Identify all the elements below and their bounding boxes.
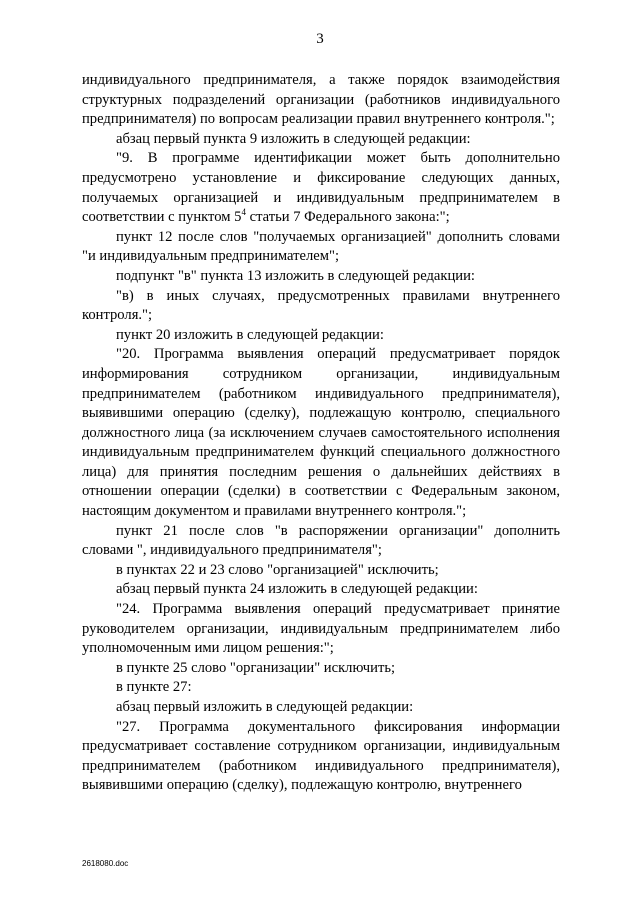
- page-number: 3: [316, 31, 324, 47]
- paragraph: индивидуального предпринимателя, а также порядок взаимодействия структурных подразделений организации (работников индивидуального предпринимателя) по вопросам реализации правил внутреннего контроля.";: [82, 72, 560, 128]
- paragraph: "20. Программа выявления операций предусматривает порядок информирования сотрудником организации, индивидуальным предпринимателем (работником индивидуального предпринимателя), выявившими операцию (сделку), подлежащую контролю, специального должностного лица (за исключением случаев самостоятельного исполнения индивидуальным предпринимателем функций специального должностного лица) для принятия последним решения о дальнейших действиях в отношении операции (сделки) в соответствии с Федеральным законом, настоящим документом и правилами внутреннего контроля.";: [82, 346, 560, 520]
- document-body: [82, 71, 560, 796]
- paragraph: "24. Программа выявления операций предусматривает принятие руководителем организации, индивидуальным предпринимателем либо уполномоченным ими лицом решения:";: [82, 601, 560, 657]
- paragraph: абзац первый пункта 24 изложить в следующей редакции:: [116, 581, 478, 598]
- paragraph: подпункт "в" пункта 13 изложить в следующей редакции:: [116, 267, 475, 284]
- paragraph: абзац первый изложить в следующей редакции:: [116, 699, 414, 715]
- superscript: 4: [241, 207, 246, 218]
- paragraph-text: статьи 7 Федерального закона:";: [245, 209, 450, 226]
- paragraph: в пункте 25 слово "организации" исключить;: [116, 659, 396, 676]
- paragraph: абзац первый пункта 9 изложить в следующей редакции:: [116, 130, 471, 147]
- paragraph: [82, 149, 560, 227]
- paragraph: пункт 20 изложить в следующей редакции:: [116, 326, 384, 343]
- footer-filename: 2618080.doc: [82, 859, 129, 868]
- paragraph: "в) в иных случаях, предусмотренных правилами внутреннего контроля.";: [82, 287, 560, 324]
- paragraph-text: "9. В программе идентификации может быть дополнительно предусмотрено установление и фиксирование следующих данных, получаемых организацией и индивидуальным предпринимателем в соответствии с пунктом 5: [82, 150, 560, 226]
- paragraph: в пункте 27:: [116, 679, 192, 696]
- paragraph: "27. Программа документального фиксирования информации предусматривает составление сотрудником организации, индивидуальным предпринимателем (работником индивидуального предпринимателя), выявившими операцию (сделку), подлежащую контролю, внутреннего: [82, 718, 560, 794]
- paragraph: пункт 21 после слов "в распоряжении организации" дополнить словами ", индивидуального предпринимателя";: [82, 522, 560, 559]
- paragraph: в пунктах 22 и 23 слово "организацией" исключить;: [116, 561, 439, 578]
- paragraph: пункт 12 после слов "получаемых организацией" дополнить словами "и индивидуальным предпринимателем";: [82, 228, 560, 265]
